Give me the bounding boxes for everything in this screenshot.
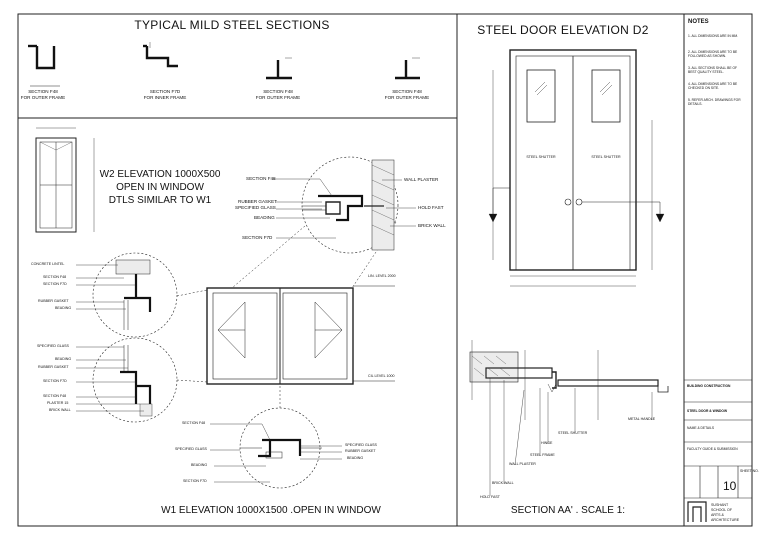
tb-sheet-number: 10 <box>723 479 737 493</box>
notes-title: NOTES <box>688 19 709 25</box>
callout-wall-plaster-top: WALL PLASTER <box>404 177 439 182</box>
callout-beading-top: BEADING <box>254 215 275 220</box>
tb-faculty: FACULTY GUIDE & SUBMISSION <box>687 447 738 451</box>
bottom-detail-circle <box>240 384 322 488</box>
callout-section-f7d-bottom: SECTION F7D <box>183 479 207 483</box>
section-label-2-line1: SECTION F7D <box>149 89 181 94</box>
section-label-4-line2: FOR OUTER FRAME <box>384 95 430 100</box>
level-lintel: LIN. LEVEL 2000 <box>368 274 396 278</box>
w2-title-line1: W2 ELEVATION 1000X500 <box>99 169 221 180</box>
callout-section-f48-left: SECTION F48 <box>43 275 67 279</box>
callout-rubber-gasket-left-2: RUBBER GASKET <box>38 365 69 369</box>
callout-section-f48-bottom: SECTION F48 <box>182 421 206 425</box>
tb-school-line4: ARCHITECTURE <box>711 518 740 522</box>
callout-section-f48-top: SECTION F48 <box>246 176 276 181</box>
callout-section-f7d-left: SECTION F7D <box>43 282 67 286</box>
callout-specified-glass-bottom-r: SPECIFIED GLASS <box>345 443 377 447</box>
callout-rubber-gasket-bottom-r: RUBBER GASKET <box>345 449 376 453</box>
door-shutter-left-label: STEEL SHUTTER <box>526 155 556 159</box>
w2-elevation <box>36 128 94 232</box>
steel-section-f7d <box>143 46 178 66</box>
note-3: 3. ALL SECTIONS SHALL BE OF BEST QUALITY STEEL. <box>688 66 738 75</box>
callout-hinge-section: HINGE <box>541 441 553 445</box>
steel-section-f48-a <box>28 46 54 68</box>
section-label-4-line1: SECTION F48 <box>392 89 422 94</box>
section-label-3-line2: FOR OUTER FRAME <box>255 95 301 100</box>
callout-plaster-left: PLASTER 15 <box>47 401 69 405</box>
section-label-1-line1: SECTION F48 <box>28 89 58 94</box>
callout-section-f7d-left-2: SECTION F7D <box>43 379 67 383</box>
title-block <box>684 380 752 498</box>
callout-brick-wall-top: BRICK WALL <box>418 223 446 228</box>
door-title: STEEL DOOR ELEVATION D2 <box>477 23 649 37</box>
school-logo-icon <box>688 502 706 522</box>
tb-subject: BUILDING CONSTRUCTION <box>687 384 731 388</box>
callout-wall-plaster-section: WALL PLASTER <box>509 462 536 466</box>
callout-specified-glass-bottom: SPECIFIED GLASS <box>175 447 207 451</box>
w2-title-line3: DTLS SIMILAR TO W1 <box>108 195 212 206</box>
callout-specified-glass-left: SPECIFIED GLASS <box>37 344 69 348</box>
w2-title-line2: OPEN IN WINDOW <box>116 182 204 193</box>
callout-brick-wall-left: BRICK WALL <box>49 408 71 412</box>
section-label-2-line2: FOR INNER FRAME <box>143 95 187 100</box>
tb-school-line2: SCHOOL OF <box>711 508 733 512</box>
callout-concrete-lintel: CONCRETE LINTEL <box>31 262 65 266</box>
left-detail-upper <box>93 253 207 337</box>
note-4: 4. ALL DIMENSIONS ARE TO BE CHECKED ON SITE. <box>688 82 738 91</box>
level-sill: CIL LEVEL 1000 <box>368 374 395 378</box>
steel-door-elevation <box>489 50 664 286</box>
callout-brick-wall-section: BRICK WALL <box>492 481 514 485</box>
callout-section-f7d-top: SECTION F7D <box>242 235 273 240</box>
steel-section-f48-b <box>266 60 292 78</box>
callout-beading-bottom: BEADING <box>191 463 208 467</box>
section-label-3-line1: SECTION F48 <box>263 89 293 94</box>
callout-hold-fast-section: HOLD FAST <box>480 495 500 499</box>
callout-section-f48-left-2: SECTION F48 <box>43 394 67 398</box>
section-leaders <box>490 378 652 496</box>
callout-steel-shutter-section: STEEL SHUTTER <box>558 431 588 435</box>
tb-sheet-label: SHEET NO. <box>740 469 759 473</box>
note-5: 5. REFER ARCH. DRAWINGS FOR DETAILS. <box>688 98 741 107</box>
w1-title: W1 ELEVATION 1000X1500 .OPEN IN WINDOW <box>161 505 381 516</box>
tb-school-line1: SUSHANT <box>711 503 729 507</box>
w1-elevation <box>207 286 395 384</box>
callout-steel-frame-section: STEEL FRAME <box>530 453 555 457</box>
callout-metal-handle-section: METAL HANDLE <box>628 417 656 421</box>
callout-rubber-gasket-left: RUBBER GASKET <box>38 299 69 303</box>
callout-specified-glass-top: SPECIFIED GLASS <box>235 205 276 210</box>
tb-student: NAME & DETAILS <box>687 426 715 430</box>
note-2: 2. ALL DIMENSIONS ARE TO BE FOLLOWED AS SHOWN. <box>688 50 738 59</box>
sections-title: TYPICAL MILD STEEL SECTIONS <box>134 18 330 32</box>
tb-school-line3: ARTS & <box>711 513 724 517</box>
section-aa <box>470 340 668 420</box>
tb-drawing: STEEL DOOR & WINDOW <box>687 409 728 413</box>
callout-beading-left-2: BEADING <box>55 357 72 361</box>
door-shutter-right-label: STEEL SHUTTER <box>591 155 621 159</box>
callout-beading-left: BEADING <box>55 306 72 310</box>
note-1: 1. ALL DIMENSIONS ARE IN MM. <box>688 34 739 38</box>
section-title: SECTION AA' . SCALE 1: <box>510 505 626 516</box>
callout-rubber-gasket-top: RUBBER GASKET <box>238 199 278 204</box>
steel-section-f48-c <box>395 60 420 78</box>
callout-hold-fast-top: HOLD FAST <box>418 205 444 210</box>
section-label-1-line2: FOR OUTER FRAME <box>20 95 66 100</box>
left-detail-lower <box>93 338 207 422</box>
callout-beading-bottom-r: BEADING <box>347 456 364 460</box>
